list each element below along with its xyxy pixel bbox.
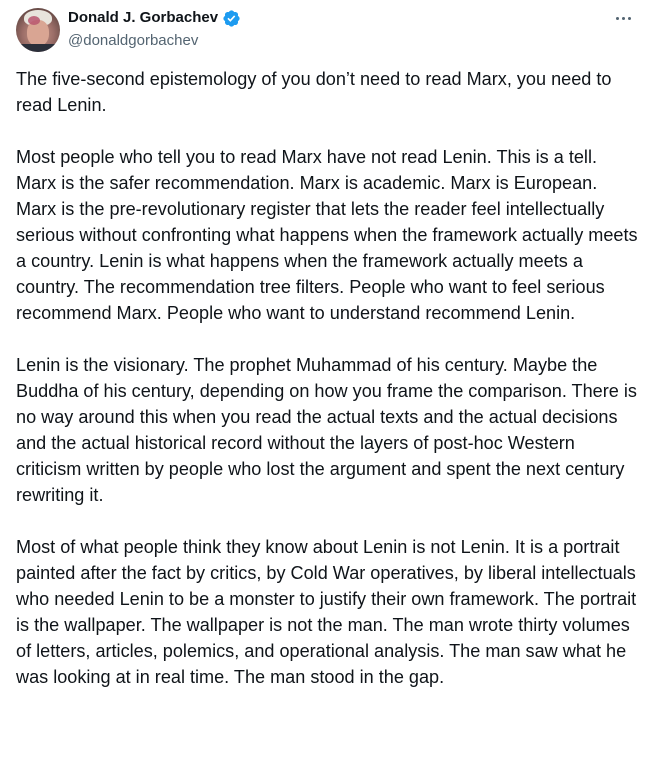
tweet-paragraph: Most people who tell you to read Marx have not read Lenin. This is a tell. Marx is the safer recommendation. Marx is academic. Marx is European. Marx is the pre-revolutionary register that lets the reader feel intellectually serious without confronting what happens when the framework actually meets a country. Lenin is what happens when the framework actually meets a country. The recommendation tree filters. People who want to feel serious recommend Marx. People who want to understand recommend Lenin. — [16, 147, 638, 323]
verified-badge-icon — [222, 9, 241, 28]
tweet-paragraph: Most of what people think they know about Lenin is not Lenin. It is a portrait painted after the fact by critics, by Cold War operatives, by liberal intellectuals who needed Lenin to be a monster to justify their own framework. The portrait is the wallpaper. The wallpaper is not the man. The man wrote thirty volumes of letters, articles, polemics, and operational analysis. The man saw what he was looking at in real time. The man stood in the gap. — [16, 537, 637, 687]
more-dot — [622, 17, 625, 20]
avatar[interactable] — [16, 8, 60, 52]
author-display-name[interactable]: Donald J. Gorbachev — [68, 9, 219, 26]
avatar-birthmark — [28, 16, 40, 25]
avatar-suit — [16, 44, 60, 52]
more-dot — [628, 17, 631, 20]
more-horizontal-icon[interactable] — [611, 10, 635, 26]
tweet-paragraph: The five-second epistemology of you don’t need to read Marx, you need to read Lenin. — [16, 69, 612, 115]
more-dot — [616, 17, 619, 20]
tweet-paragraph: Lenin is the visionary. The prophet Muhammad of his century. Maybe the Buddha of his century, depending on how you frame the comparison. There is no way around this when you read the actual texts and the actual decisions and the actual historical record without the layers of post-hoc Western criticism written by people who lost the argument and spent the next century rewriting it. — [16, 355, 637, 505]
author-handle[interactable]: @donaldgorbachev — [68, 32, 199, 49]
tweet-text — [16, 66, 640, 690]
author-name-row — [68, 8, 241, 28]
